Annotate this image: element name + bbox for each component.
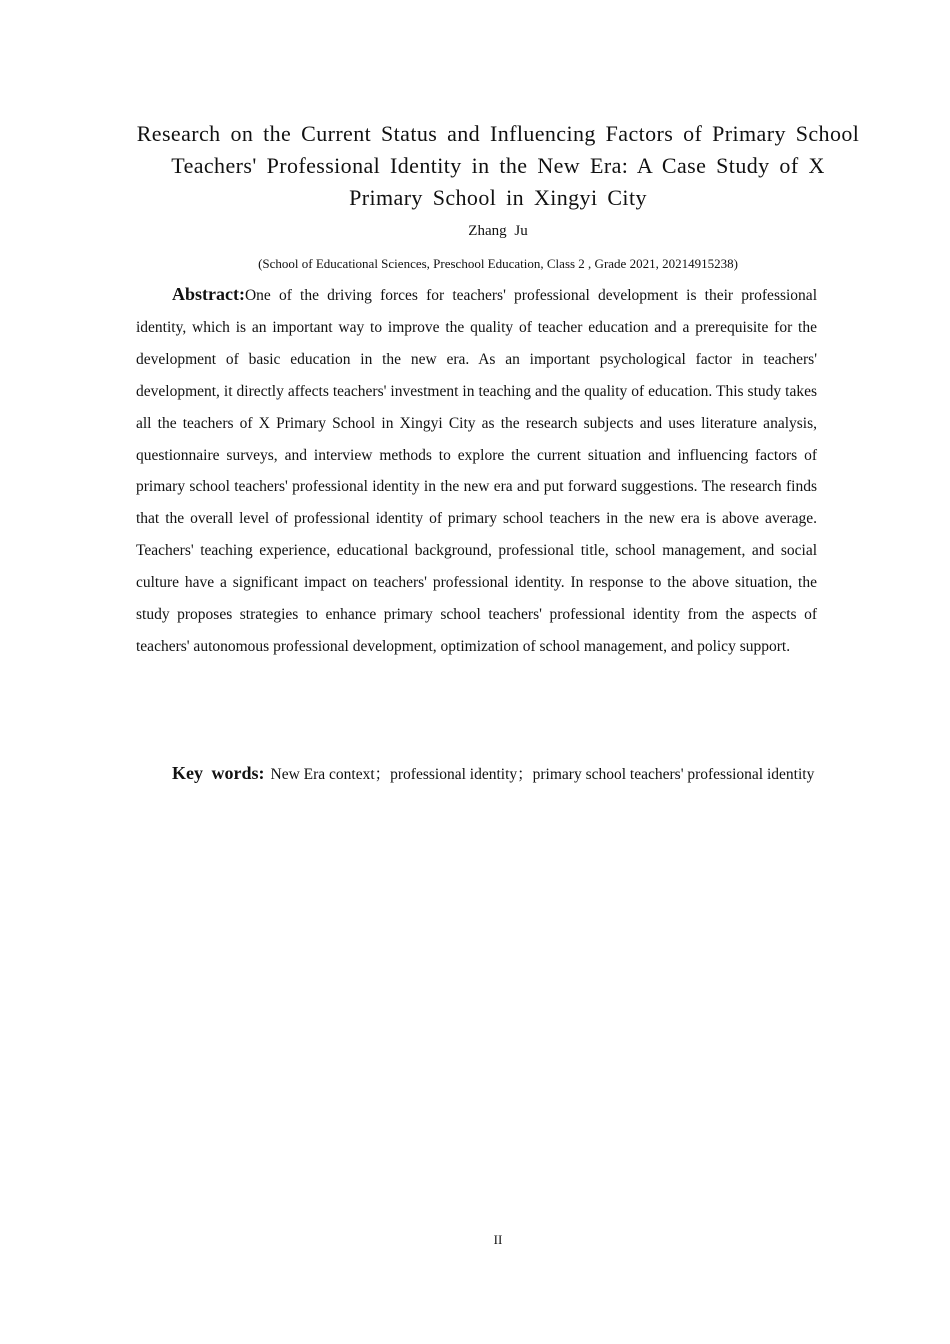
abstract-text: One of the driving forces for teachers' professional development is their professional identity, which is an important way to improve the quality of teacher education and a prerequisite for the development of basic education in the new era. As an important psychological factor in teachers' development, it directly affects teachers' investment in teaching and the quality of education. This study takes all the teachers of X Primary School in Xingyi City as the research subjects and uses literature analysis, questionnaire surveys, and interview methods to explore the current situation and influencing factors of primary school teachers' professional identity in the new era and put forward suggestions. The research finds that the overall level of professional identity of primary school teachers in the new era is above average. Teachers' teaching experience, educational background, professional title, school management, and social culture have a significant impact on teachers' professional identity. In response to the above situation, the study proposes strategies to enhance primary school teachers' professional identity from the aspects of teachers' autonomous professional development, optimization of school management, and policy support. <box>136 287 817 655</box>
author-name: Zhang Ju <box>468 223 528 239</box>
keywords-label: Key words: <box>172 763 265 783</box>
abstract-label: Abstract: <box>172 284 245 304</box>
keywords-text: New Era context；professional identity；primary school teachers' professional identity <box>270 766 815 783</box>
keywords-paragraph <box>136 758 817 791</box>
paper-title: Research on the Current Status and Influencing Factors of Primary School Teachers' Professional Identity in the New Era: A Case Study of X Primary School in Xingyi City <box>136 121 860 210</box>
author-affiliation: (School of Educational Sciences, Preschool Education, Class 2 , Grade 2021, 20214915238) <box>258 256 738 271</box>
abstract-paragraph <box>136 279 817 663</box>
page-number: II <box>493 1232 503 1247</box>
